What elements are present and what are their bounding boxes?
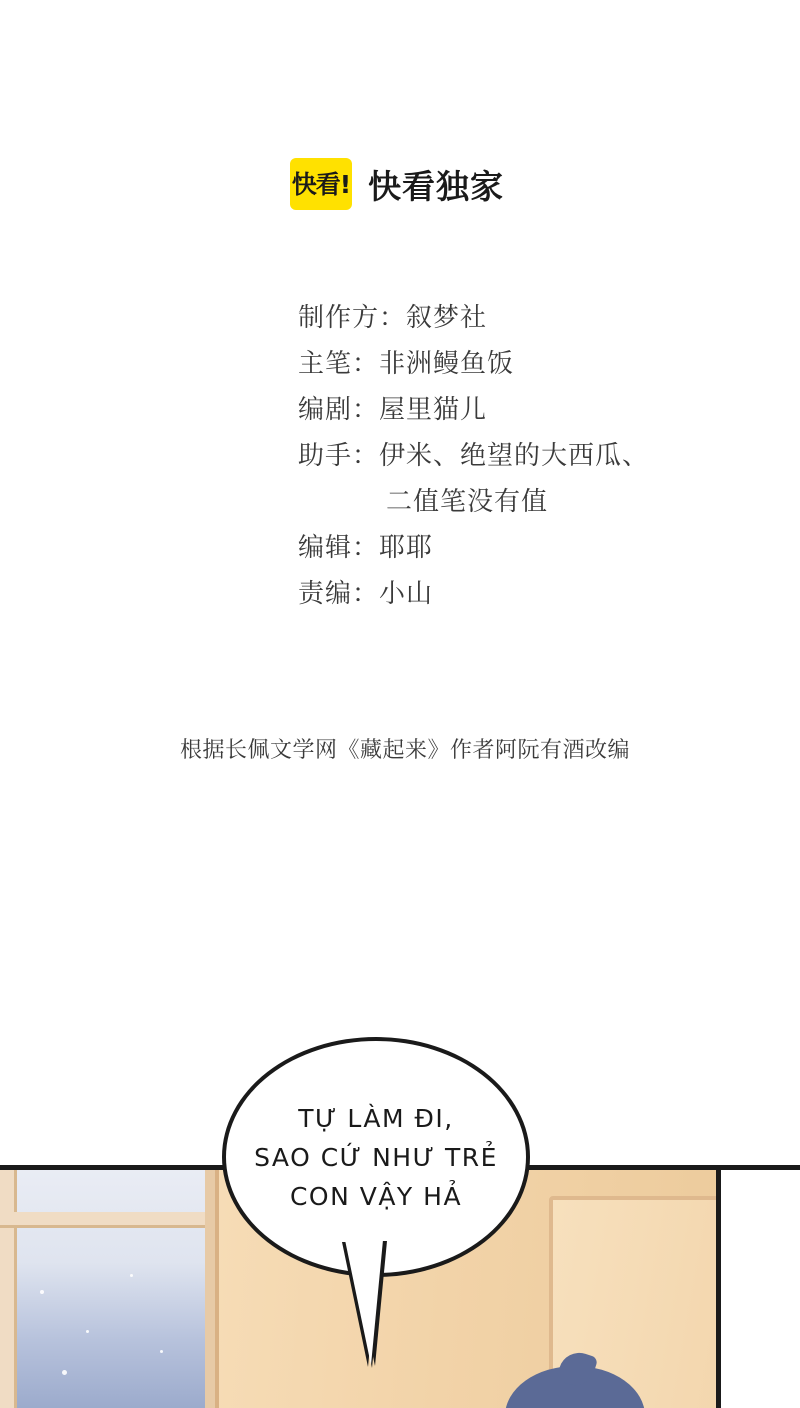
exclusive-label: 快看独家 <box>368 166 504 206</box>
kuaikan-logo-icon <box>290 158 352 210</box>
star-icon <box>40 1290 44 1294</box>
speech-balloon-text <box>236 1099 516 1216</box>
source-note: 根据长佩文学网《藏起来》作者阿阮有酒改编 <box>180 738 631 763</box>
panel-right-edge <box>716 1170 800 1408</box>
speech-balloon-tail <box>345 1240 383 1365</box>
speech-line: TỰ LÀM ĐI, <box>298 1103 454 1133</box>
speech-line: SAO CỨ NHƯ TRẺ <box>254 1142 498 1172</box>
exclusive-badge <box>290 158 504 210</box>
kuaikan-logo-text: 快看! <box>291 169 351 199</box>
credit-line: 制作方：叙梦社 <box>298 303 488 333</box>
credits-block <box>298 295 649 617</box>
star-icon <box>160 1350 163 1353</box>
credit-line: 二值笔没有值 <box>386 487 549 517</box>
window-frame-horizontal <box>0 1212 205 1228</box>
star-icon <box>130 1274 133 1277</box>
window-frame-vertical <box>0 1170 17 1408</box>
credit-line: 助手：伊米、绝望的大西瓜、 <box>298 441 650 471</box>
credit-line: 编辑：耶耶 <box>298 533 434 563</box>
wall-strip <box>205 1170 215 1408</box>
credit-line: 编剧：屋里猫儿 <box>298 395 488 425</box>
star-icon <box>62 1370 67 1375</box>
star-icon <box>86 1330 89 1333</box>
speech-line: CON VẬY HẢ <box>289 1181 463 1211</box>
credit-line: 责编：小山 <box>298 579 434 609</box>
window-night-sky <box>0 1170 205 1408</box>
credit-line: 主笔：非洲鳗鱼饭 <box>298 349 515 379</box>
